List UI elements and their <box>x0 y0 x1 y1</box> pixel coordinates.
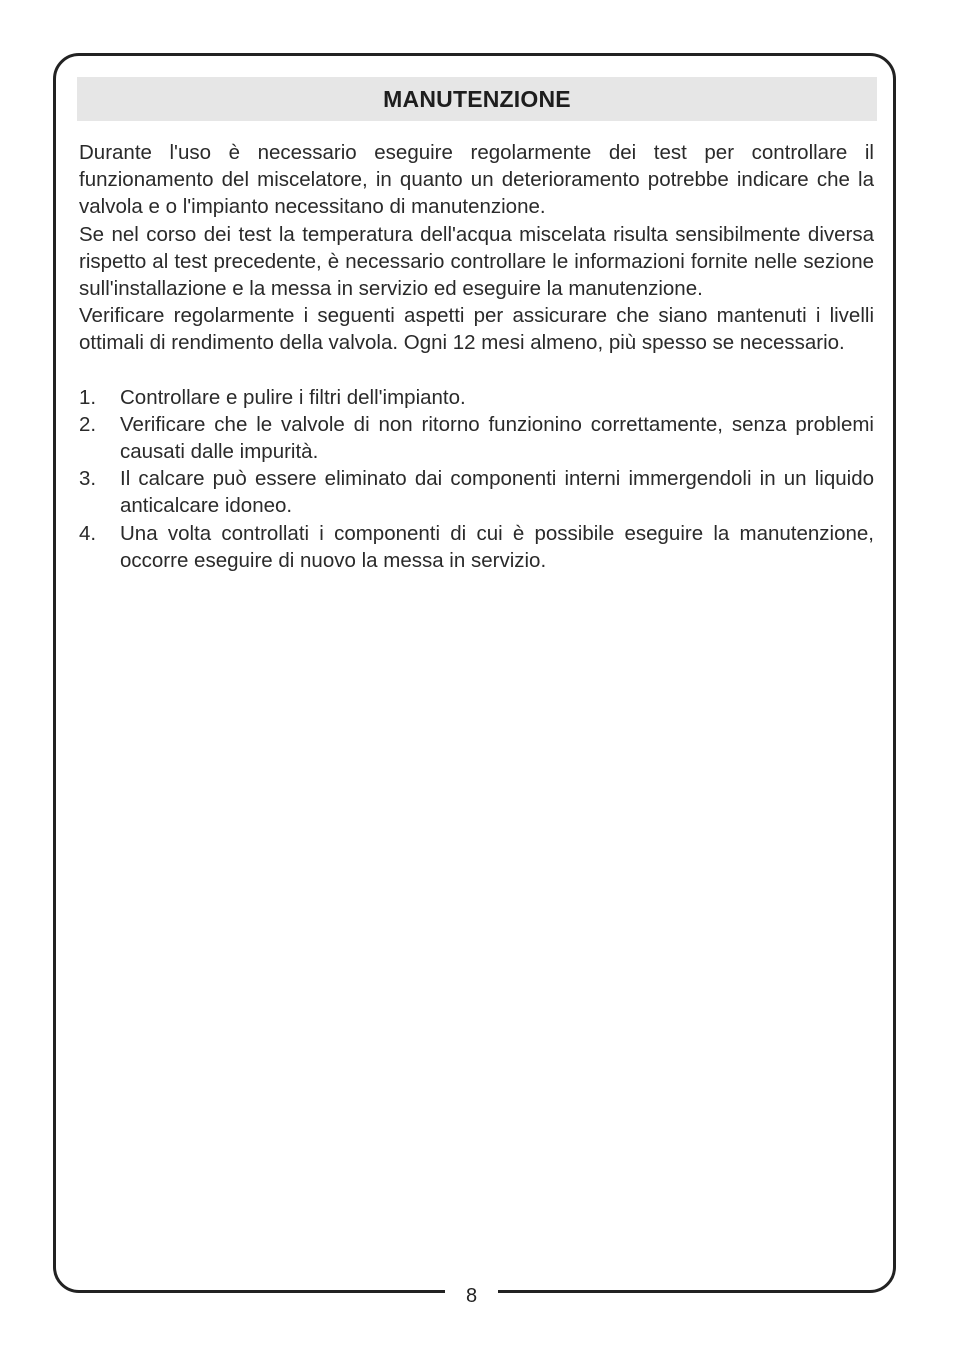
document-body <box>79 139 874 574</box>
list-item <box>79 384 874 411</box>
step-number: 1. <box>79 385 97 409</box>
section-header <box>77 77 877 121</box>
section-title: MANUTENZIONE <box>383 85 571 112</box>
step-number: 3. <box>79 467 97 491</box>
step-text: Controllare e pulire i filtri dell'impianto. <box>120 385 466 409</box>
step-text: Il calcare può essere eliminato dai componenti interni immergendoli in un liquido anticalcare idoneo. <box>120 467 874 518</box>
step-number: 2. <box>79 412 97 436</box>
page-number: 8 <box>465 1285 478 1307</box>
step-number: 4. <box>79 521 97 545</box>
step-text: Una volta controllati i componenti di cui è possibile eseguire la manutenzione, occorre eseguire di nuovo la messa in servizio. <box>120 521 874 572</box>
paragraph-intro: Durante l'uso è necessario eseguire regolarmente dei test per controllare il funzionamento del miscelatore, in quanto un deterioramento potrebbe indicare che la valvola e o l'impianto necessitano di manutenzione. <box>79 141 874 219</box>
paragraph-temperature: Se nel corso dei test la temperatura dell'acqua miscelata risulta sensibilmente diversa rispetto al test precedente, è necessario controllare le informazioni fornite nelle sezione sull'installazione e la messa in servizio ed eseguire la manutenzione. <box>79 222 874 301</box>
spacer <box>79 357 874 384</box>
list-item <box>79 520 874 574</box>
list-item <box>79 465 874 519</box>
paragraph-checks: Verificare regolarmente i seguenti aspetti per assicurare che siano mantenuti i livelli ottimali di rendimento della valvola. Ogni 12 mesi almeno, più spesso se necessario. <box>79 304 874 355</box>
step-text: Verificare che le valvole di non ritorno funzionino correttamente, senza problemi causati dalle impurità. <box>120 412 874 464</box>
list-item <box>79 411 874 465</box>
maintenance-steps-list <box>79 384 874 574</box>
